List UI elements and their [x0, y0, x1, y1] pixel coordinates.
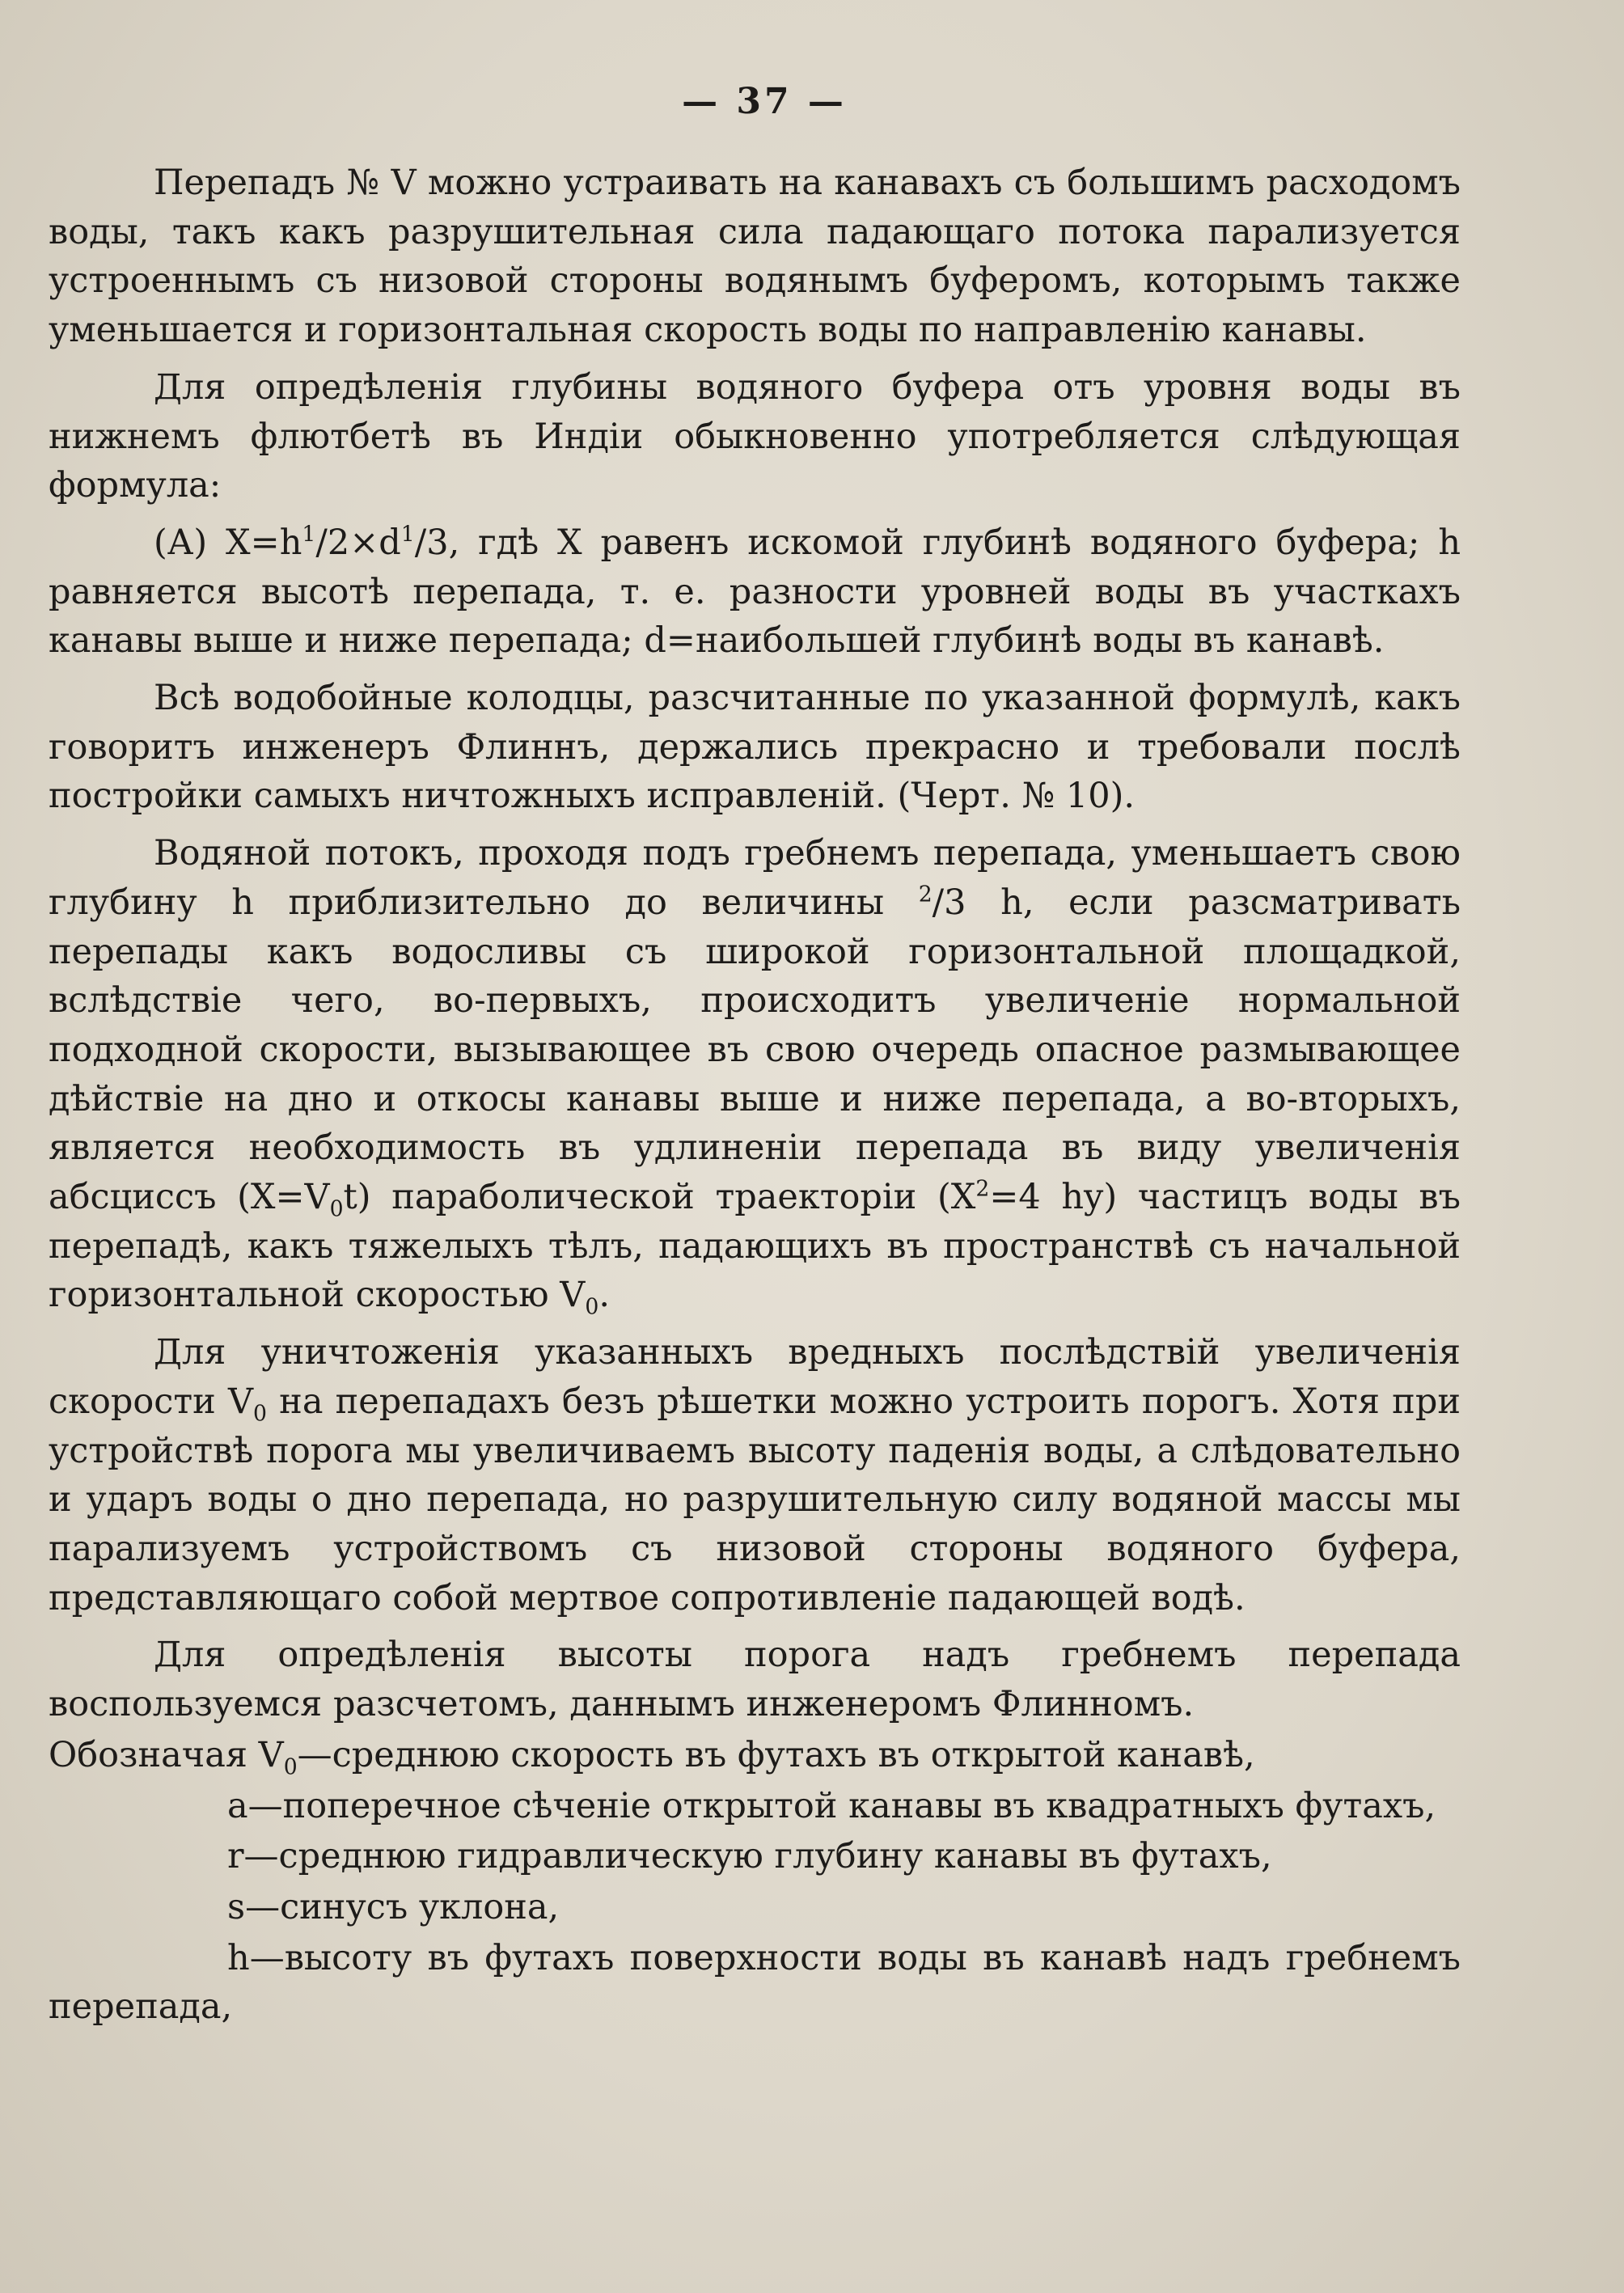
formula-explanation: , гдѣ X равенъ искомой глубинѣ водяного буфера; h равняется высотѣ перепада, т. е. разности уровней воды въ участкахъ канавы выше и ниже перепада; d=наибольшей глубинѣ воды въ канавѣ.	[49, 522, 1461, 662]
paragraph-4: Всѣ водобойные колодцы, разсчитанные по указанной формулѣ, какъ говоритъ инженеръ Флиннъ, держались прекрасно и требовали послѣ постройки самыхъ ничтожныхъ исправленій. (Черт. № 10).	[49, 678, 1461, 817]
paragraph-1: Перепадъ № V можно устраивать на канавахъ съ большимъ расходомъ воды, такъ какъ разрушительная сила падающаго потока парализуется устроеннымъ съ низовой стороны водянымъ буферомъ, которымъ также уменьшается и горизонтальная скорость воды по направленію канавы.	[49, 163, 1461, 351]
definition-h: h—высоту въ футахъ поверхности воды въ канавѣ надъ гребнемъ перепада,	[49, 1937, 1461, 2028]
formula-label: (А)	[154, 522, 208, 563]
paragraph-2: Для опредѣленія глубины водяного буфера отъ уровня воды въ нижнемъ флютбетѣ въ Индіи обыкновенно употребляется слѣдующая формула:	[49, 366, 1461, 506]
definition-a: а—поперечное сѣченіе открытой канавы въ квадратныхъ футахъ,	[227, 1785, 1436, 1826]
paragraph-8: Обозначая $V_0—среднюю$ скорость въ футахъ въ открытой канавѣ,	[49, 1734, 1255, 1780]
definition-s: s—синусъ уклона,	[227, 1886, 560, 1927]
formula-a: $X=h^1/2\times d^1/3$	[226, 522, 449, 563]
paragraph-6: Для уничтоженія указанныхъ вредныхъ послѣдствій увеличенія скорости $V_0$ на перепадахъ безъ рѣшетки можно устроить порогъ. Хотя при устройствѣ порога мы увеличиваемъ высоту паденія воды, а слѣдовательно и ударъ воды о дно перепада, но разрушительную силу водяной массы мы парализуемъ устройствомъ съ низовой стороны водяного буфера, представляющаго собой мертвое сопротивленіе падающей водѣ.	[49, 1332, 1461, 1618]
paragraph-7: Для опредѣленія высоты порога надъ гребнемъ перепада воспользуемся разсчетомъ, даннымъ инженеромъ Флинномъ.	[49, 1635, 1461, 1725]
definition-r: r—среднюю гидравлическую глубину канавы въ футахъ,	[227, 1836, 1272, 1877]
body-text	[49, 159, 1461, 2033]
page-number: — 37 —	[682, 81, 847, 122]
paragraph-5: Водяной потокъ, проходя подъ гребнемъ перепада, уменьшаетъ свою глубину h приблизительно до величины $^2$/3 h, если разсматривать перепады какъ водосливы съ широкой горизонтальной площадкой, вслѣдствіе чего, во-первыхъ, происходитъ увеличеніе нормальной подходной скорости, вызывающее въ свою очередь опасное размывающее дѣйствіе на дно и откосы канавы выше и ниже перепада, а во-вторыхъ, является необходимость въ удлиненіи перепада въ виду увеличенія абсциссъ $(X=V_0t)$ параболической траекторіи ($X^2=4$ hy) частицъ воды въ перепадѣ, какъ тяжелыхъ тѣлъ, падающихъ въ пространствѣ съ начальной горизонтальной скоростью $V_0$.	[49, 833, 1461, 1321]
paragraph-formula-a	[49, 518, 1461, 666]
